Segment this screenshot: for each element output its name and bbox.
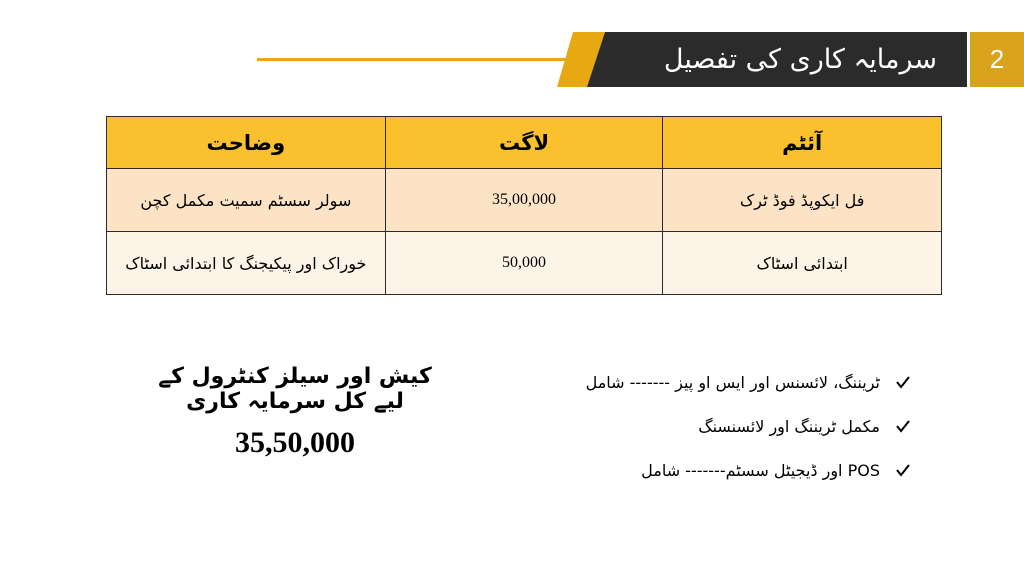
list-item — [540, 404, 910, 448]
feature-checklist — [540, 360, 910, 492]
table-row — [107, 169, 942, 232]
list-item-text: مکمل ٹریننگ اور لائسنسنگ — [698, 416, 880, 436]
table-header-row — [107, 117, 942, 169]
page-title: سرمایہ کاری کی تفصیل — [663, 44, 937, 75]
list-item — [540, 448, 910, 492]
slide-number: 2 — [970, 32, 1024, 87]
check-icon — [896, 463, 910, 477]
check-icon — [896, 419, 910, 433]
cell-item: فل ایکوپڈ فوڈ ٹرک — [663, 169, 942, 232]
list-item — [540, 360, 910, 404]
title-bar — [557, 32, 967, 87]
cell-cost: 50,000 — [385, 232, 663, 295]
list-item-text: POS اور ڈیجیٹل سسٹم------- شامل — [641, 460, 880, 480]
column-header-cost: لاگت — [385, 117, 663, 169]
total-investment-label: کیش اور سیلز کنٹرول کے لیے کل سرمایہ کاری — [158, 364, 432, 414]
column-header-item: آئٹم — [663, 117, 942, 169]
table-row — [107, 232, 942, 295]
check-icon — [896, 375, 910, 389]
total-investment-value: 35,50,000 — [235, 426, 355, 459]
list-item-text: ٹریننگ، لائسنس اور ایس او پیز ------- شامل — [585, 372, 880, 392]
cell-cost: 35,00,000 — [385, 169, 663, 232]
column-header-description: وضاحت — [107, 117, 386, 169]
cell-description: خوراک اور پیکیجنگ کا ابتدائی اسٹاک — [107, 232, 386, 295]
investment-table — [106, 116, 942, 295]
header-accent-line — [257, 58, 577, 61]
cell-item: ابتدائی اسٹاک — [663, 232, 942, 295]
cell-description: سولر سسٹم سمیت مکمل کچن — [107, 169, 386, 232]
